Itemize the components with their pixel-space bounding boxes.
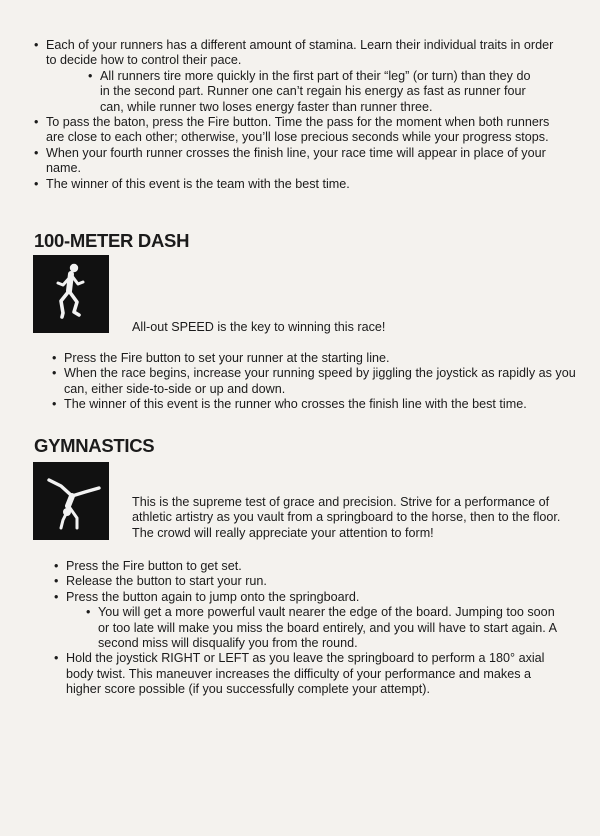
list-item (52, 366, 582, 397)
list-item-text: When the race begins, increase your running speed by jiggling the joystick as rapidly as you can, either side-to-side or up and down. (64, 366, 576, 396)
list-item (34, 177, 564, 192)
list-item-text: Each of your runners has a different amount of stamina. Learn their individual traits in order to decide how to control their pace. (46, 38, 554, 68)
list-item (54, 574, 564, 589)
runner-icon (33, 255, 109, 333)
sub-list-item (88, 69, 543, 115)
sub-list (86, 605, 566, 651)
section-heading-dash: 100-METER DASH (34, 230, 190, 251)
gymnast-icon-graphic (33, 462, 109, 540)
list-item-text: Release the button to start your run. (66, 574, 267, 589)
list-item (52, 397, 582, 412)
dash-intro-text: All-out SPEED is the key to winning this race! (132, 320, 386, 334)
sub-list-item-text: You will get a more powerful vault nearer the edge of the board. Jumping too soon or too late will make you miss the board entirely, and you will have to start again. A second miss will disqualify you from the round. (98, 605, 557, 651)
list-item (34, 146, 564, 177)
list-item-text: The winner of this event is the team with the best time. (46, 176, 350, 191)
runner-icon-graphic (33, 255, 109, 333)
list-item (54, 590, 564, 652)
sub-list-item-text: All runners tire more quickly in the first part of their “leg” (or turn) than they do in the second part. Runner one can’t regain his energy as fast as runner four can, while runner two loses energy faster than runner three. (100, 68, 531, 114)
list-item (52, 351, 582, 366)
list-item-text: When your fourth runner crosses the finish line, your race time will appear in place of your name. (46, 145, 546, 176)
gym-intro-text: This is the supreme test of grace and precision. Strive for a performance of athletic artistry as you vault from a springboard to the horse, then to the floor. The crowd will really appreciate your attention to form! (132, 495, 561, 540)
list-item (34, 115, 564, 146)
list-item-text: To pass the baton, press the Fire button. Time the pass for the moment when both runners are close to each other; otherwise, you’ll lose precious seconds while your progress stops. (46, 115, 550, 145)
list-item (54, 651, 564, 697)
list-item-text: Press the Fire button to get set. (66, 559, 242, 573)
list-item-text: Press the button again to jump onto the springboard. (66, 589, 360, 604)
list-item-text: Press the Fire button to set your runner at the starting line. (64, 351, 390, 365)
sub-list-item (86, 605, 566, 651)
sub-list (88, 69, 543, 115)
gymnast-icon (33, 462, 109, 540)
list-item (34, 38, 564, 115)
list-item-text: Hold the joystick RIGHT or LEFT as you leave the springboard to perform a 180° axial body twist. This maneuver increases the difficulty of your performance and makes a higher score possible (if you successfully complete your attempt). (66, 651, 545, 697)
section-heading-gymnastics: GYMNASTICS (34, 435, 155, 456)
dash-instructions-list (52, 351, 582, 413)
list-item-text: The winner of this event is the runner who crosses the finish line with the best time. (64, 397, 527, 412)
relay-tips-list (34, 38, 564, 192)
list-item (54, 559, 564, 574)
gym-instructions-list (54, 559, 564, 698)
